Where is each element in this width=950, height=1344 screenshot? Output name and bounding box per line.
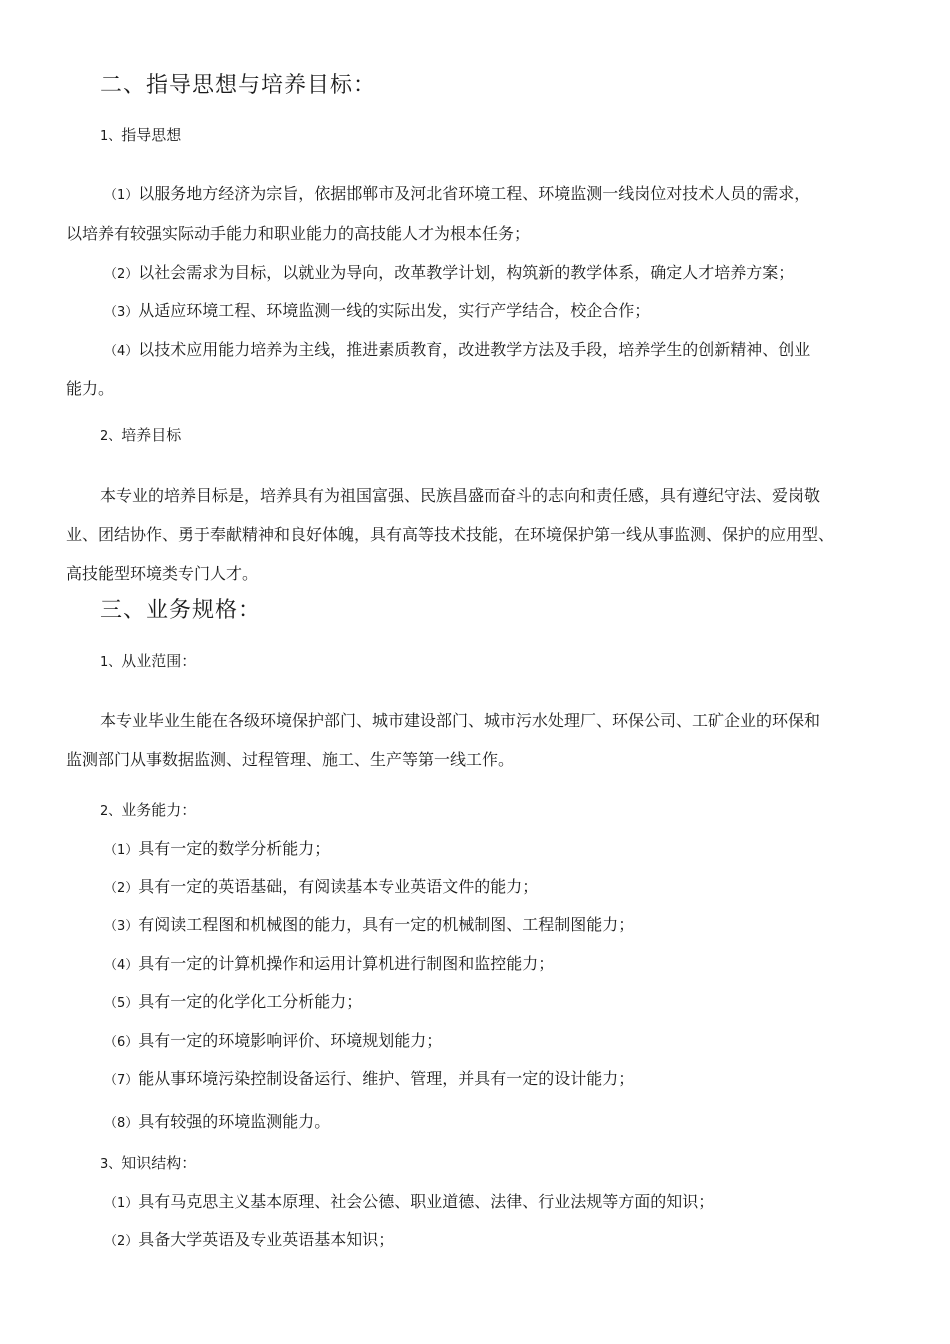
item-number: （2） [104, 1234, 139, 1249]
heading-number: 2、 [100, 429, 122, 444]
heading-title: 业务能力： [121, 801, 197, 819]
item-number: （2） [104, 881, 139, 896]
item-number: （4） [104, 958, 139, 973]
heading-title: 从业范围： [121, 652, 197, 670]
item-number: （1） [104, 1196, 139, 1211]
item-text: 具有较强的环境监测能力。 [138, 1112, 331, 1131]
guiding-item-4-line1 [104, 339, 810, 363]
item-text: 以社会需求为目标，以就业为导向，改革教学计划，构筑新的教学体系，确定人才培养方案； [138, 263, 795, 282]
item-text: 具有马克思主义基本原理、社会公德、职业道德、法律、行业法规等方面的知识； [138, 1192, 715, 1211]
knowledge-item-2 [104, 1229, 394, 1253]
item-text: 具备大学英语及专业英语基本知识； [138, 1230, 395, 1249]
guiding-item-3 [104, 300, 650, 324]
item-text: 有阅读工程图和机械图的能力，具有一定的机械制图、工程制图能力； [138, 915, 635, 934]
guiding-item-2 [104, 262, 794, 286]
guiding-item-1-line2: 以培养有较强实际动手能力和职业能力的高技能人才为根本任务； [66, 224, 531, 243]
training-goal-line3: 高技能型环境类专门人才。 [66, 564, 259, 583]
item-number: （3） [104, 919, 139, 934]
ability-item-5 [104, 991, 362, 1015]
item-number: （1） [104, 188, 139, 203]
heading-title: 知识结构： [121, 1154, 197, 1172]
ability-item-1 [104, 838, 330, 862]
training-goal-heading [100, 424, 181, 448]
item-number: （6） [104, 1035, 139, 1050]
guiding-item-1-line1 [104, 183, 810, 207]
item-text: 具有一定的环境影响评价、环境规划能力； [138, 1031, 443, 1050]
item-number: （2） [104, 267, 139, 282]
item-number: （7） [104, 1073, 139, 1088]
ability-item-7 [104, 1068, 634, 1092]
knowledge-item-1 [104, 1191, 714, 1215]
item-text: 具有一定的数学分析能力； [138, 839, 331, 858]
item-text: 以服务地方经济为宗旨，依据邯郸市及河北省环境工程、环境监测一线岗位对技术人员的需求， [138, 184, 811, 203]
training-goal-line1: 本专业的培养目标是，培养具有为祖国富强、民族昌盛而奋斗的志向和责任感，具有遵纪守法、爱岗敬 [100, 486, 821, 505]
knowledge-heading [100, 1152, 196, 1176]
item-number: （4） [104, 344, 139, 359]
item-number: （1） [104, 843, 139, 858]
heading-number: 1、 [100, 655, 122, 670]
heading-title: 培养目标 [121, 426, 182, 444]
guiding-item-4-line2: 能力。 [66, 379, 115, 398]
ability-item-2 [104, 876, 538, 900]
heading-number: 3、 [100, 1157, 122, 1172]
scope-line1: 本专业毕业生能在各级环境保护部门、城市建设部门、城市污水处理厂、环保公司、工矿企业的环保和 [100, 711, 821, 730]
item-number: （3） [104, 305, 139, 320]
item-text: 以技术应用能力培养为主线，推进素质教育，改进教学方法及手段，培养学生的创新精神、创业 [138, 340, 811, 359]
scope-heading [100, 650, 196, 674]
guiding-thought-heading [100, 124, 181, 148]
item-text: 能从事环境污染控制设备运行、维护、管理，并具有一定的设计能力； [138, 1069, 635, 1088]
item-text: 具有一定的化学化工分析能力； [138, 992, 363, 1011]
ability-item-3 [104, 914, 634, 938]
item-text: 具有一定的英语基础，有阅读基本专业英语文件的能力； [138, 877, 539, 896]
item-number: （5） [104, 996, 139, 1011]
item-text: 从适应环境工程、环境监测一线的实际出发，实行产学结合，校企合作； [138, 301, 651, 320]
training-goal-line2: 业、团结协作、勇于奉献精神和良好体魄，具有高等技术技能，在环境保护第一线从事监测、保护的应用型、 [66, 525, 835, 544]
heading-title: 指导思想 [121, 126, 182, 144]
heading-number: 2、 [100, 804, 122, 819]
abilities-heading [100, 799, 196, 823]
section3-heading: 三、业务规格： [100, 598, 262, 623]
ability-item-8 [104, 1111, 330, 1135]
item-number: （8） [104, 1116, 139, 1131]
heading-number: 1、 [100, 129, 122, 144]
ability-item-4 [104, 953, 554, 977]
item-text: 具有一定的计算机操作和运用计算机进行制图和监控能力； [138, 954, 555, 973]
scope-line2: 监测部门从事数据监测、过程管理、施工、生产等第一线工作。 [66, 750, 515, 769]
section2-heading: 二、指导思想与培养目标： [100, 73, 377, 98]
ability-item-6 [104, 1030, 442, 1054]
